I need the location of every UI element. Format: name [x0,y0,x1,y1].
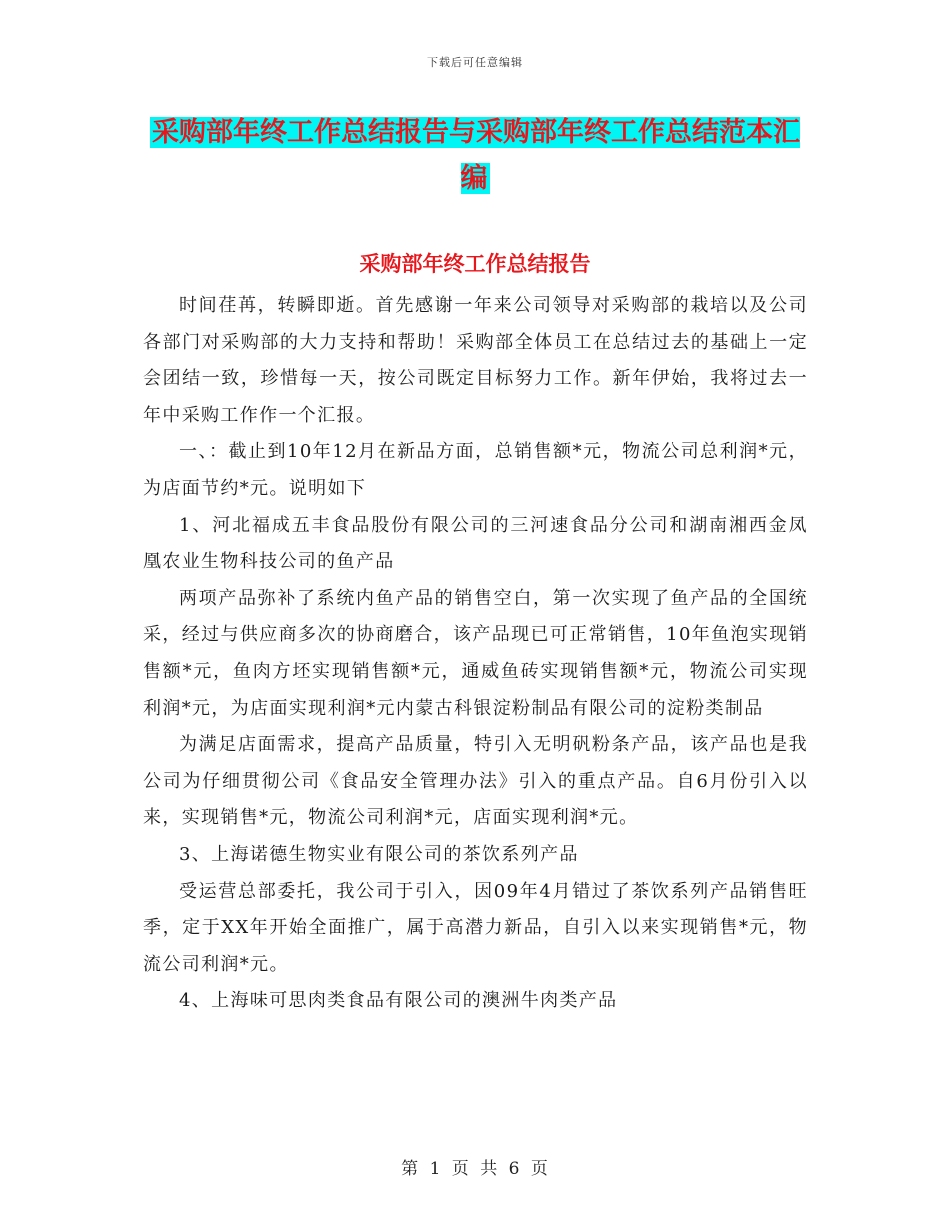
document-title-text: 采购部年终工作总结报告与采购部年终工作总结范本汇编 [152,117,800,194]
paragraph: 4、上海味可思肉类食品有限公司的澳洲牛肉类产品 [179,990,618,1012]
paragraph: 一、：截止到10年12月在新品方面，总销售额*元，物流公司总利润*元，为店面节约*元。说明如下 [143,441,808,499]
paragraph: 受运营总部委托，我公司于引入，因09年4月错过了茶饮系列产品销售旺季，定于XX年开始全面推广，属于高潜力新品，自引入以来实现销售*元，物流公司利润*元。 [143,880,808,975]
section-title: 采购部年终工作总结报告 [359,251,591,276]
paragraph: 为满足店面需求，提高产品质量，特引入无明矾粉条产品，该产品也是我公司为仔细贯彻公司《食品安全管理办法》引入的重点产品。自6月份引入以来，实现销售*元，物流公司利润*元，店面实现利润*元。 [143,734,808,829]
paragraph: 3、上海诺德生物实业有限公司的茶饮系列产品 [179,843,579,865]
page-header: 下载后可任意编辑 [427,56,523,69]
paragraph: 时间荏苒，转瞬即逝。首先感谢一年来公司领导对采购部的栽培以及公司各部门对采购部的大力支持和帮助！采购部全体员工在总结过去的基础上一定会团结一致，珍惜每一天，按公司既定目标努力工作。新年伊始，我将过去一年中采购工作作一个汇报。 [143,295,808,426]
body-text [143,288,808,1020]
paragraph: 1、河北福成五丰食品股份有限公司的三河速食品分公司和湖南湘西金凤凰农业生物科技公司的鱼产品 [143,514,808,573]
paragraph: 两项产品弥补了系统内鱼产品的销售空白，第一次实现了鱼产品的全国统采，经过与供应商多次的协商磨合，该产品现已可正常销售，10年鱼泡实现销售额*元，鱼肉方坯实现销售额*元，通威鱼砖实现销售额*元，物流公司实现利润*元，为店面实现利润*元内蒙古科银淀粉制品有限公司的淀粉类制品 [143,587,808,719]
document-title [140,110,810,202]
page-footer: 第 1 页 共 6 页 [401,1159,549,1179]
